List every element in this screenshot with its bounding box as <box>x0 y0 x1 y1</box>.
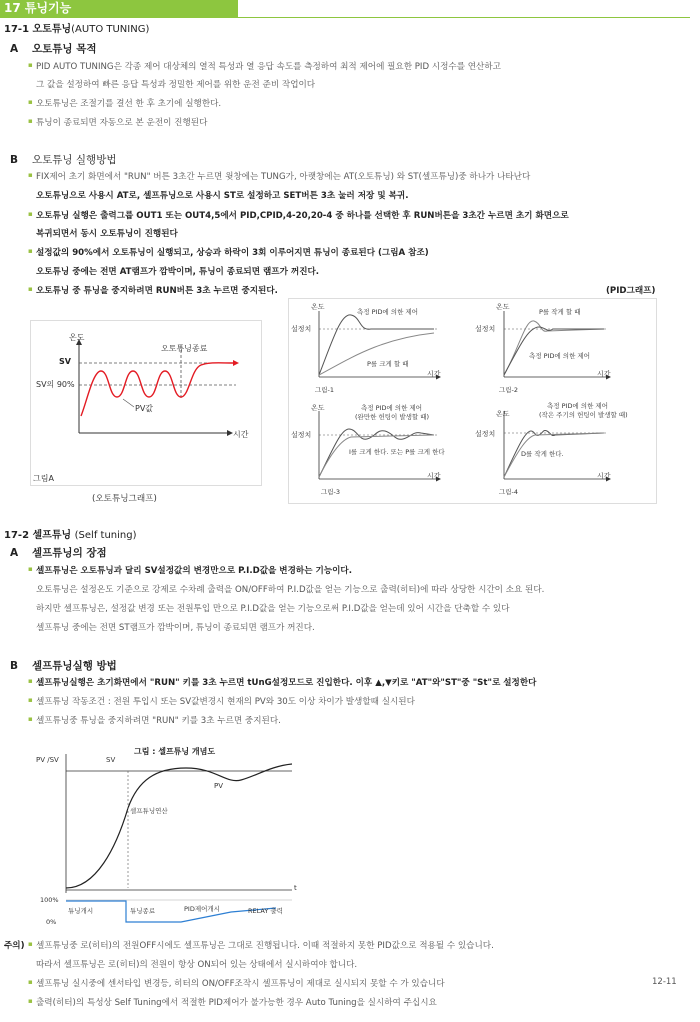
text-line: ▪ FIX제어 초기 화면에서 "RUN" 버튼 3초간 누르면 윗창에는 TUNG가, 아랫창에는 AT(오토튜닝) 와 ST(셀프튜닝)중 하나가 나타난다 <box>36 170 530 182</box>
subsection-title: 셀프튜닝실행 방법 <box>32 660 117 672</box>
page-title: 17 튜닝기능 <box>0 0 238 17</box>
subsection-a-heading <box>10 41 97 56</box>
self-fig-100: 100% <box>40 896 59 904</box>
g1-name: 그림-1 <box>315 386 335 394</box>
g4-sv: 설정치 <box>475 430 496 438</box>
g3-sv: 설정치 <box>291 431 312 439</box>
g3-l1a: 측정 PID에 의한 제어 <box>361 404 422 412</box>
figure-a-end-label: 오토튜닝종료 <box>161 344 208 353</box>
subsection-title: 셀프튜닝의 장점 <box>32 547 107 559</box>
section-17-2-heading <box>4 526 136 541</box>
g3-l2: I를 크게 한다. 또는 P를 크게 한다 <box>349 448 445 456</box>
text-line: 셀프튜닝 중에는 전면 ST램프가 깜박이며, 튜닝이 종료되면 램프가 꺼진다. <box>36 623 315 633</box>
text-line: ▪ 튜닝이 종료되면 자동으로 본 운전이 진행된다 <box>36 116 207 128</box>
subsection-title: 오토튜닝 목적 <box>32 43 97 55</box>
self-fig-calc: 셀프튜닝연산 <box>130 807 168 815</box>
text-line: ▪ 셀프튜닝중 튜닝을 중지하려면 "RUN" 키를 3초 누르면 중지된다. <box>36 714 281 726</box>
g4-l1b: (작은 주기의 헌팅이 발생할 때) <box>539 411 628 419</box>
section-number: 17-2 <box>4 530 30 541</box>
g3-name: 그림-3 <box>321 488 341 496</box>
text-line: ▪ 오토튜닝 실행은 출력그룹 OUT1 또는 OUT4,5에서 PID,CPID,4-20,20-4 중 하나를 선택한 후 RUN버튼을 3초간 누르면 초기 화면으로 <box>36 209 569 221</box>
g4-l1a: 측정 PID에 의한 제어 <box>547 402 608 410</box>
subsection-letter: A <box>10 43 19 55</box>
section-subtitle: (Self tuning) <box>74 530 137 541</box>
section-title: 셀프튜닝 <box>32 530 72 541</box>
figure-a-sv-label: SV <box>59 357 71 366</box>
g4-y: 온도 <box>496 410 510 418</box>
g4-l2: D를 작게 한다. <box>521 450 564 458</box>
note-line: ▪ 출력(히터)의 특성상 Self Tuning에서 적절한 PID제어가 불가능한 경우 Auto Tuning을 실시하여 주십시요 <box>36 996 437 1008</box>
text-line: ▪ 셀프튜닝실행은 초기화면에서 "RUN" 키를 3초 누르면 tUnG설정모드로 진입한다. 이후 ▲,▼키로 "AT"와"ST"중 "St"로 설정한다 <box>36 676 536 688</box>
subsection-title: 오토튜닝 실행방법 <box>32 154 117 166</box>
g1-sv: 설정치 <box>291 325 312 333</box>
subsection-b-heading <box>10 152 116 167</box>
self-fig-0: 0% <box>46 918 57 926</box>
g1-x: 시간 <box>427 370 441 378</box>
g1-l1: 측정 PID에 의한 제어 <box>357 308 418 316</box>
text-line: ▪ 설정값의 90%에서 오토튜닝이 실행되고, 상승과 하락이 3회 이루어지면 튜닝이 종료된다 (그림A 참조) <box>36 246 429 258</box>
text-line: 하지만 셀프튜닝은, 설정값 변경 또는 전원투입 만으로 P.I.D값을 얻는 기능으로써 P.I.D값을 얻는데 있어 시간을 단축할 수 있다 <box>36 604 510 614</box>
note-label: 주의) <box>4 941 25 951</box>
text-line: 복귀되면서 동시 오토튜닝이 진행된다 <box>36 229 178 239</box>
g2-l2: 측정 PID에 의한 제어 <box>529 352 590 360</box>
subsection-b-heading <box>10 658 117 673</box>
figure-a-caption: (오토튜닝그래프) <box>92 494 157 504</box>
g4-name: 그림-4 <box>499 488 519 496</box>
figure-a-sv90-label: SV의 90% <box>36 380 75 389</box>
figure-a-name: 그림A <box>33 474 54 483</box>
g3-l1b: (완만한 헌팅이 발생할 때) <box>355 413 430 421</box>
pid-graph-2 <box>504 311 611 380</box>
text-line: ▪ 셀프튜닝 작동조건 : 전원 투입시 또는 SV값변경시 현재의 PV와 30도 이상 차이가 발생할때 실시된다 <box>36 695 415 707</box>
g3-y: 온도 <box>311 404 325 412</box>
text-line: 오토튜닝 중에는 전면 AT램프가 깜박이며, 튜닝이 종료되면 램프가 꺼진다. <box>36 267 320 277</box>
pid-graphs <box>288 298 657 504</box>
pid-graph-1 <box>319 311 441 380</box>
self-fig-t: t <box>294 884 297 892</box>
text-line: ▪ 오토튜닝은 조절기를 결선 한 후 초기에 실행한다. <box>36 97 221 109</box>
self-fig-title: 그림 : 셀프튜닝 개념도 <box>134 747 216 756</box>
text-line: 오토튜닝은 설정온도 기준으로 강제로 수차례 출력을 ON/OFF하여 P.I.D값을 얻는 기능으로 출력(히터)에 따라 상당한 시간이 소요 된다. <box>36 585 545 595</box>
subsection-a-heading <box>10 545 107 560</box>
g2-name: 그림-2 <box>499 386 519 394</box>
text-line: ▪ PID AUTO TUNING은 각종 제어 대상체의 열적 특성과 열 응답 속도를 측정하여 최적 제어에 필요한 PID 시정수를 연산하고 <box>36 60 501 72</box>
figure-a-y-label: 온도 <box>69 333 85 342</box>
section-title: 오토튜닝 <box>32 24 72 35</box>
subsection-letter: B <box>10 660 19 672</box>
title-rule <box>0 17 690 18</box>
subsection-letter: B <box>10 154 19 166</box>
self-fig-pid: PID제어개시 <box>184 905 220 913</box>
self-tuning-figure <box>36 738 306 928</box>
text-line: 그 값을 설정하여 빠른 응답 특성과 정밀한 제어를 위한 운전 준비 작업이다 <box>36 80 316 90</box>
self-fig-y: PV /SV <box>36 756 59 764</box>
self-fig-pv: PV <box>214 782 224 790</box>
self-tuning-graph <box>36 738 306 928</box>
section-17-1-heading <box>4 20 149 35</box>
pid-graph-label: (PID그래프) <box>606 286 656 296</box>
pid-graph-4 <box>504 411 611 482</box>
self-fig-start: 튜닝개시 <box>68 907 94 915</box>
note-line: ▪ 셀프튜닝중 로(히터)의 전원OFF시에도 셀프튜닝은 그대로 진행됩니다. 이때 적절하지 못한 PID값으로 적용될 수 있습니다. <box>36 939 494 951</box>
text-line: 오토튜닝으로 사용시 AT로, 셀프튜닝으로 사용시 ST로 설정하고 SET버튼 3초 눌러 저장 및 복귀. <box>36 191 409 201</box>
figure-a <box>30 320 262 486</box>
g1-y: 온도 <box>311 303 325 311</box>
note-line: 따라서 셀프튜닝은 로(히터)의 전원이 항상 ON되어 있는 상태에서 실시하여야 합니다. <box>36 960 358 970</box>
self-fig-sv: SV <box>106 756 116 764</box>
g2-sv: 설정치 <box>475 325 496 333</box>
page-number: 12-11 <box>652 977 677 987</box>
g2-x: 시간 <box>597 370 611 378</box>
self-fig-end: 튜닝종료 <box>130 907 156 915</box>
self-fig-relay: RELAY 출력 <box>248 907 283 915</box>
g2-y: 온도 <box>496 303 510 311</box>
section-subtitle: (AUTO TUNING) <box>71 24 150 35</box>
figure-a-x-label: 시간 <box>233 430 249 439</box>
text-line: ▪ 셀프튜닝은 오토튜닝과 달리 SV설정값의 변경만으로 P.I.D값을 변경하는 기능이다. <box>36 564 352 576</box>
g3-x: 시간 <box>427 472 441 480</box>
figure-a-pv-label: PV값 <box>135 404 154 413</box>
subsection-letter: A <box>10 547 19 559</box>
section-number: 17-1 <box>4 24 30 35</box>
g4-x: 시간 <box>597 472 611 480</box>
note-line: ▪ 셀프튜닝 실시중에 센서타입 변경등, 히터의 ON/OFF조작시 셀프튜닝이 제대로 실시되지 못할 수 가 있습니다 <box>36 977 445 989</box>
g1-l2: P를 크게 할 때 <box>367 360 409 368</box>
text-line: ▪ 오토튜닝 중 튜닝을 중지하려면 RUN버튼 3초 누르면 중지된다. <box>36 284 278 296</box>
g2-l1: P를 작게 할 때 <box>539 308 581 316</box>
